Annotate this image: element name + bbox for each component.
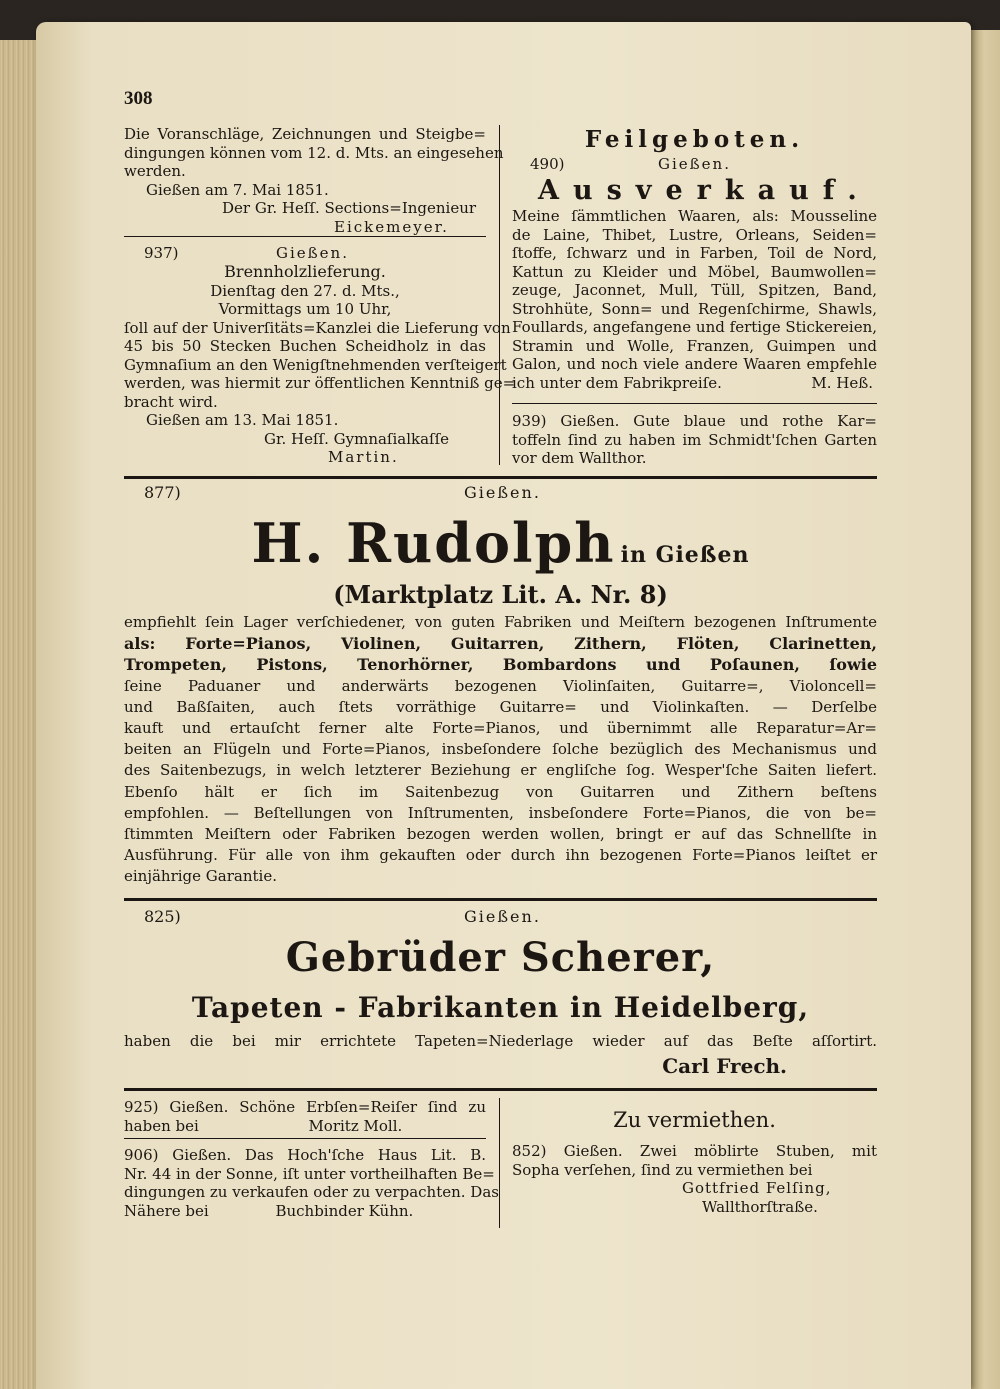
notice-place: Gießen. [658, 155, 731, 173]
notice-signature-name: Eickemeyer. [334, 217, 449, 236]
advert-line: empfohlen. — Beſtellungen von Inſtrumenten, insbeſondere Forte=Pianos, die von be= [124, 803, 877, 822]
advert-line: beiten an Flügeln und Forte=Pianos, insbeſondere ſolche bezüglich des Mechanismus und [124, 740, 877, 759]
divider [512, 403, 877, 404]
notice-line: Die Voranschläge, Zeichnungen und Steigbe= [124, 125, 486, 143]
divider [124, 236, 486, 237]
notice-line: Foullards, angefangene und fertige Stickereien, [512, 318, 877, 336]
advert-address: (Marktplatz Lit. A. Nr. 8) [333, 580, 668, 609]
notice-line: zeuge, Jaconnet, Mull, Tüll, Spitzen, Band, [512, 281, 877, 299]
section-rule [124, 898, 877, 901]
notice-date: Gießen am 7. Mai 1851. [146, 180, 329, 199]
divider [124, 1138, 486, 1139]
notice-address: Wallthorſtraße. [702, 1197, 818, 1216]
notice-title: Ausverkauf. [538, 175, 871, 206]
notice-continuation [124, 125, 504, 236]
advert-line: als: Forte=Pianos, Violinen, Guitarren, Zithern, Flöten, Clarinetten, [124, 634, 877, 654]
notice-signature: M. Heß. [811, 373, 873, 392]
notice-937 [124, 244, 516, 467]
advert-line: Ausführung. Für alle von ihm gekauften oder durch ihn bezogenen Forte=Pianos leiſtet er [124, 846, 877, 865]
notice-line: Kattun zu Kleider und Möbel, Baumwollen= [512, 262, 877, 281]
notice-line: ich unter dem Fabrikpreiſe. [512, 373, 722, 392]
notice-line: Strohhüte, Sonn= und Regenſchirme, Shawls, [512, 299, 877, 318]
notice-signature: Der Gr. Heſſ. Sections=Ingenieur [222, 199, 477, 217]
notice-line: Stramin und Wolle, Franzen, Guimpen und [512, 336, 877, 355]
notice-906 [124, 1146, 499, 1220]
notice-line: Nr. 44 in der Sonne, iſt unter vortheilhaften Be= [124, 1164, 495, 1183]
advert-number: 877) [144, 483, 181, 502]
section-rule [124, 476, 877, 479]
page-number: 308 [124, 88, 153, 109]
notice-line: Meine ſämmtlichen Waaren, als: Mousseline [512, 207, 877, 225]
notice-signature-name: Martin. [328, 448, 399, 466]
column-separator [499, 1098, 500, 1228]
notice-line: Gymnaſium an den Wenigſtnehmenden verſteigert [124, 355, 507, 374]
notice-line: Sopha verſehen, ſind zu vermiethen bei [512, 1160, 813, 1179]
notice-signature: Gr. Heſſ. Gymnaſialkaſſe [264, 429, 450, 448]
advert-825 [124, 908, 877, 1080]
advert-number: 825) [144, 907, 181, 926]
column-separator [499, 125, 500, 465]
notice-490 [512, 125, 877, 393]
notice-number: 490) [530, 155, 565, 173]
advert-line: des Saitenbezugs, in welch letzterer Beziehung er engliſche ſog. Wesper'ſche Saiten liefert. [124, 761, 877, 780]
advert-line: ſeine Paduaner und anderwärts bezogenen Violinſaiten, Guitarre=, Violoncell= [124, 676, 877, 695]
notice-line: 939) Gießen. Gute blaue und rothe Kar= [512, 412, 877, 430]
advert-name: H. Rudolph [251, 511, 616, 575]
notice-signature: Gottfried Felſing, [682, 1179, 832, 1197]
notice-line: dingungen können vom 12. d. Mts. an eingesehen [124, 143, 504, 162]
notice-place: Gießen. [276, 244, 349, 262]
notice-939 [512, 412, 877, 468]
notice-title: Brennholzlieferung. [224, 262, 386, 281]
advert-place: Gießen. [464, 483, 541, 502]
advert-877 [124, 484, 877, 888]
section-heading: Feilgeboten. [584, 126, 805, 153]
notice-line: ſtoffe, ſchwarz und in Farben, Toil de Nord, [512, 244, 877, 262]
advert-line: und Baßſaiten, auch ſtets vorräthige Guitarre= und Violinkaſten. — Derſelbe [124, 697, 877, 716]
advert-line: Trompeten, Pistons, Tenorhörner, Bombardons und Poſaunen, ſowie [124, 655, 877, 675]
notice-line: de Laine, Thibet, Lustre, Orleans, Seiden= [512, 225, 877, 244]
notice-date: Gießen am 13. Mai 1851. [146, 411, 339, 429]
advert-line: Ebenſo hält er ſich im Saitenbezug von Guitarren und Zithern beſtens [124, 782, 877, 801]
notice-line: dingungen zu verkaufen oder zu verpachten. Das [124, 1183, 499, 1201]
notice-line: 45 bis 50 Stecken Buchen Scheidholz in das [124, 337, 486, 355]
notice-time: Dienſtag den 27. d. Mts., [210, 281, 400, 300]
facing-page-edge [968, 30, 1000, 1389]
notice-line: vor dem Wallthor. [512, 449, 647, 467]
advert-line: kauft und ertauſcht ferner alte Forte=Pianos, und übernimmt alle Reparatur=Ar= [124, 719, 877, 738]
notice-line: werden, was hiermit zur öffentlichen Kenntniß ge= [124, 374, 516, 392]
advert-line: einjährige Garantie. [124, 867, 277, 886]
advert-subtitle: Tapeten - Fabrikanten in Heidelberg, [191, 991, 810, 1024]
advert-name-suffix: in Gießen [620, 542, 750, 568]
notice-line: werden. [124, 162, 186, 180]
advert-signature: Carl Frech. [662, 1054, 787, 1078]
notice-line: toffeln ſind zu haben im Schmidt'ſchen Garten [512, 430, 877, 449]
notice-line: bracht wird. [124, 392, 218, 411]
notice-925 [124, 1098, 486, 1135]
notice-line: 852) Gießen. Zwei möblirte Stuben, mit [512, 1142, 877, 1160]
notice-line: 925) Gießen. Schöne Erbſen=Reiſer ſind zu [124, 1098, 486, 1116]
notice-line: Galon, und noch viele andere Waaren empfehle [512, 355, 877, 373]
notice-line: ſoll auf der Univerſitäts=Kanzlei die Lieferung von [124, 318, 511, 337]
advert-title: Gebrüder Scherer, [285, 934, 716, 981]
advert-line: ſtimmten Meiſtern oder Fabriken bezogen werden wollen, bringt er auf das Schnellſte in [124, 825, 877, 844]
advert-place: Gießen. [464, 907, 541, 926]
advert-line: haben die bei mir errichtete Tapeten=Niederlage wieder auf das Beſte aſſortirt. [124, 1032, 877, 1050]
notice-number: 937) [144, 244, 179, 262]
notice-line: Nähere bei Buchbinder Kühn. [124, 1201, 414, 1220]
notice-line: 906) Gießen. Das Hoch'ſche Haus Lit. B. [124, 1146, 486, 1164]
notice-line: haben bei Moritz Moll. [124, 1116, 403, 1135]
section-to-let [512, 1100, 877, 1216]
section-heading: Zu vermiethen. [613, 1108, 776, 1132]
notice-time: Vormittags um 10 Uhr, [218, 300, 392, 318]
section-rule [124, 1088, 877, 1091]
advert-line: empfiehlt ſein Lager verſchiedener, von guten Fabriken und Meiſtern bezogenen Inſtrumente [124, 613, 877, 631]
